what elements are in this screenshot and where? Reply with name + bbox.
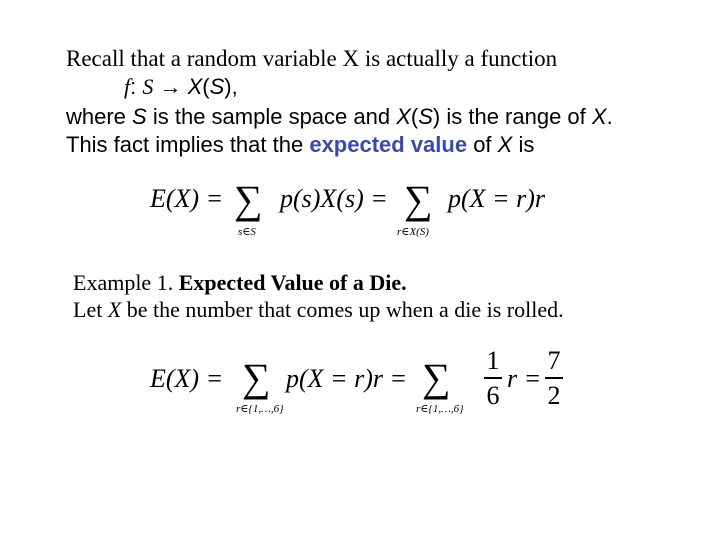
formula-term: p(X = r)r [448, 184, 545, 213]
formula-lhs: E(X) = [150, 364, 224, 393]
symbol-X: X [497, 132, 513, 157]
fraction-denominator: 2 [547, 381, 561, 410]
text-segment: where [66, 104, 133, 129]
symbol-S: S [418, 104, 433, 129]
formula-term: p(X = r)r = [286, 364, 408, 393]
range-arg: S [209, 74, 225, 99]
text-segment: Let [73, 297, 108, 322]
summation-sign: ∑ [422, 355, 451, 400]
fraction-numerator: 1 [486, 346, 500, 375]
summation-sign: ∑ [242, 355, 271, 400]
example-title: Expected Value of a Die. [178, 270, 407, 295]
text-segment: ) is the range of [432, 104, 592, 129]
fraction-bar [545, 377, 563, 379]
intro-text: Recall that a random variable X is actually a function [66, 46, 558, 71]
domain-symbol: S [142, 74, 154, 99]
summation-index: r∈X(S) [397, 226, 429, 238]
text-segment: This fact implies that the [66, 132, 310, 157]
fraction-numerator: 7 [547, 346, 561, 375]
mapping-arrow: → [153, 74, 188, 99]
summation-sign: ∑ [404, 177, 433, 222]
fraction-bar [484, 377, 502, 379]
formula-term: p(s)X(s) = [280, 184, 388, 213]
symbol-X: X [591, 104, 607, 129]
text-segment: is [512, 132, 535, 157]
mapping-colon: : [130, 74, 143, 99]
range-symbol: X [187, 74, 203, 99]
example-label: Example 1. [73, 270, 179, 295]
text-segment: be the number that comes up when a die is rolled. [121, 297, 564, 322]
text-segment: ( [410, 104, 419, 129]
symbol-X: X [107, 297, 122, 322]
symbol-X: X [396, 104, 411, 129]
formula-lhs: E(X) = [150, 184, 224, 213]
symbol-S: S [132, 104, 147, 129]
text-segment: . [606, 104, 613, 129]
summation-index: s∈S [238, 226, 256, 238]
fraction-denominator: 6 [486, 381, 500, 410]
range-close: ), [224, 74, 238, 99]
range-open-paren: ( [202, 74, 210, 99]
formula-term: r = [507, 364, 542, 393]
function-symbol: f [124, 74, 131, 99]
summation-index: r∈{1,…,6} [416, 403, 464, 415]
text-segment: of [467, 132, 498, 157]
summation-sign: ∑ [234, 177, 263, 222]
text-segment: is the sample space and [146, 104, 397, 129]
summation-index: r∈{1,…,6} [236, 403, 284, 415]
expected-value-term: expected value [309, 132, 468, 157]
